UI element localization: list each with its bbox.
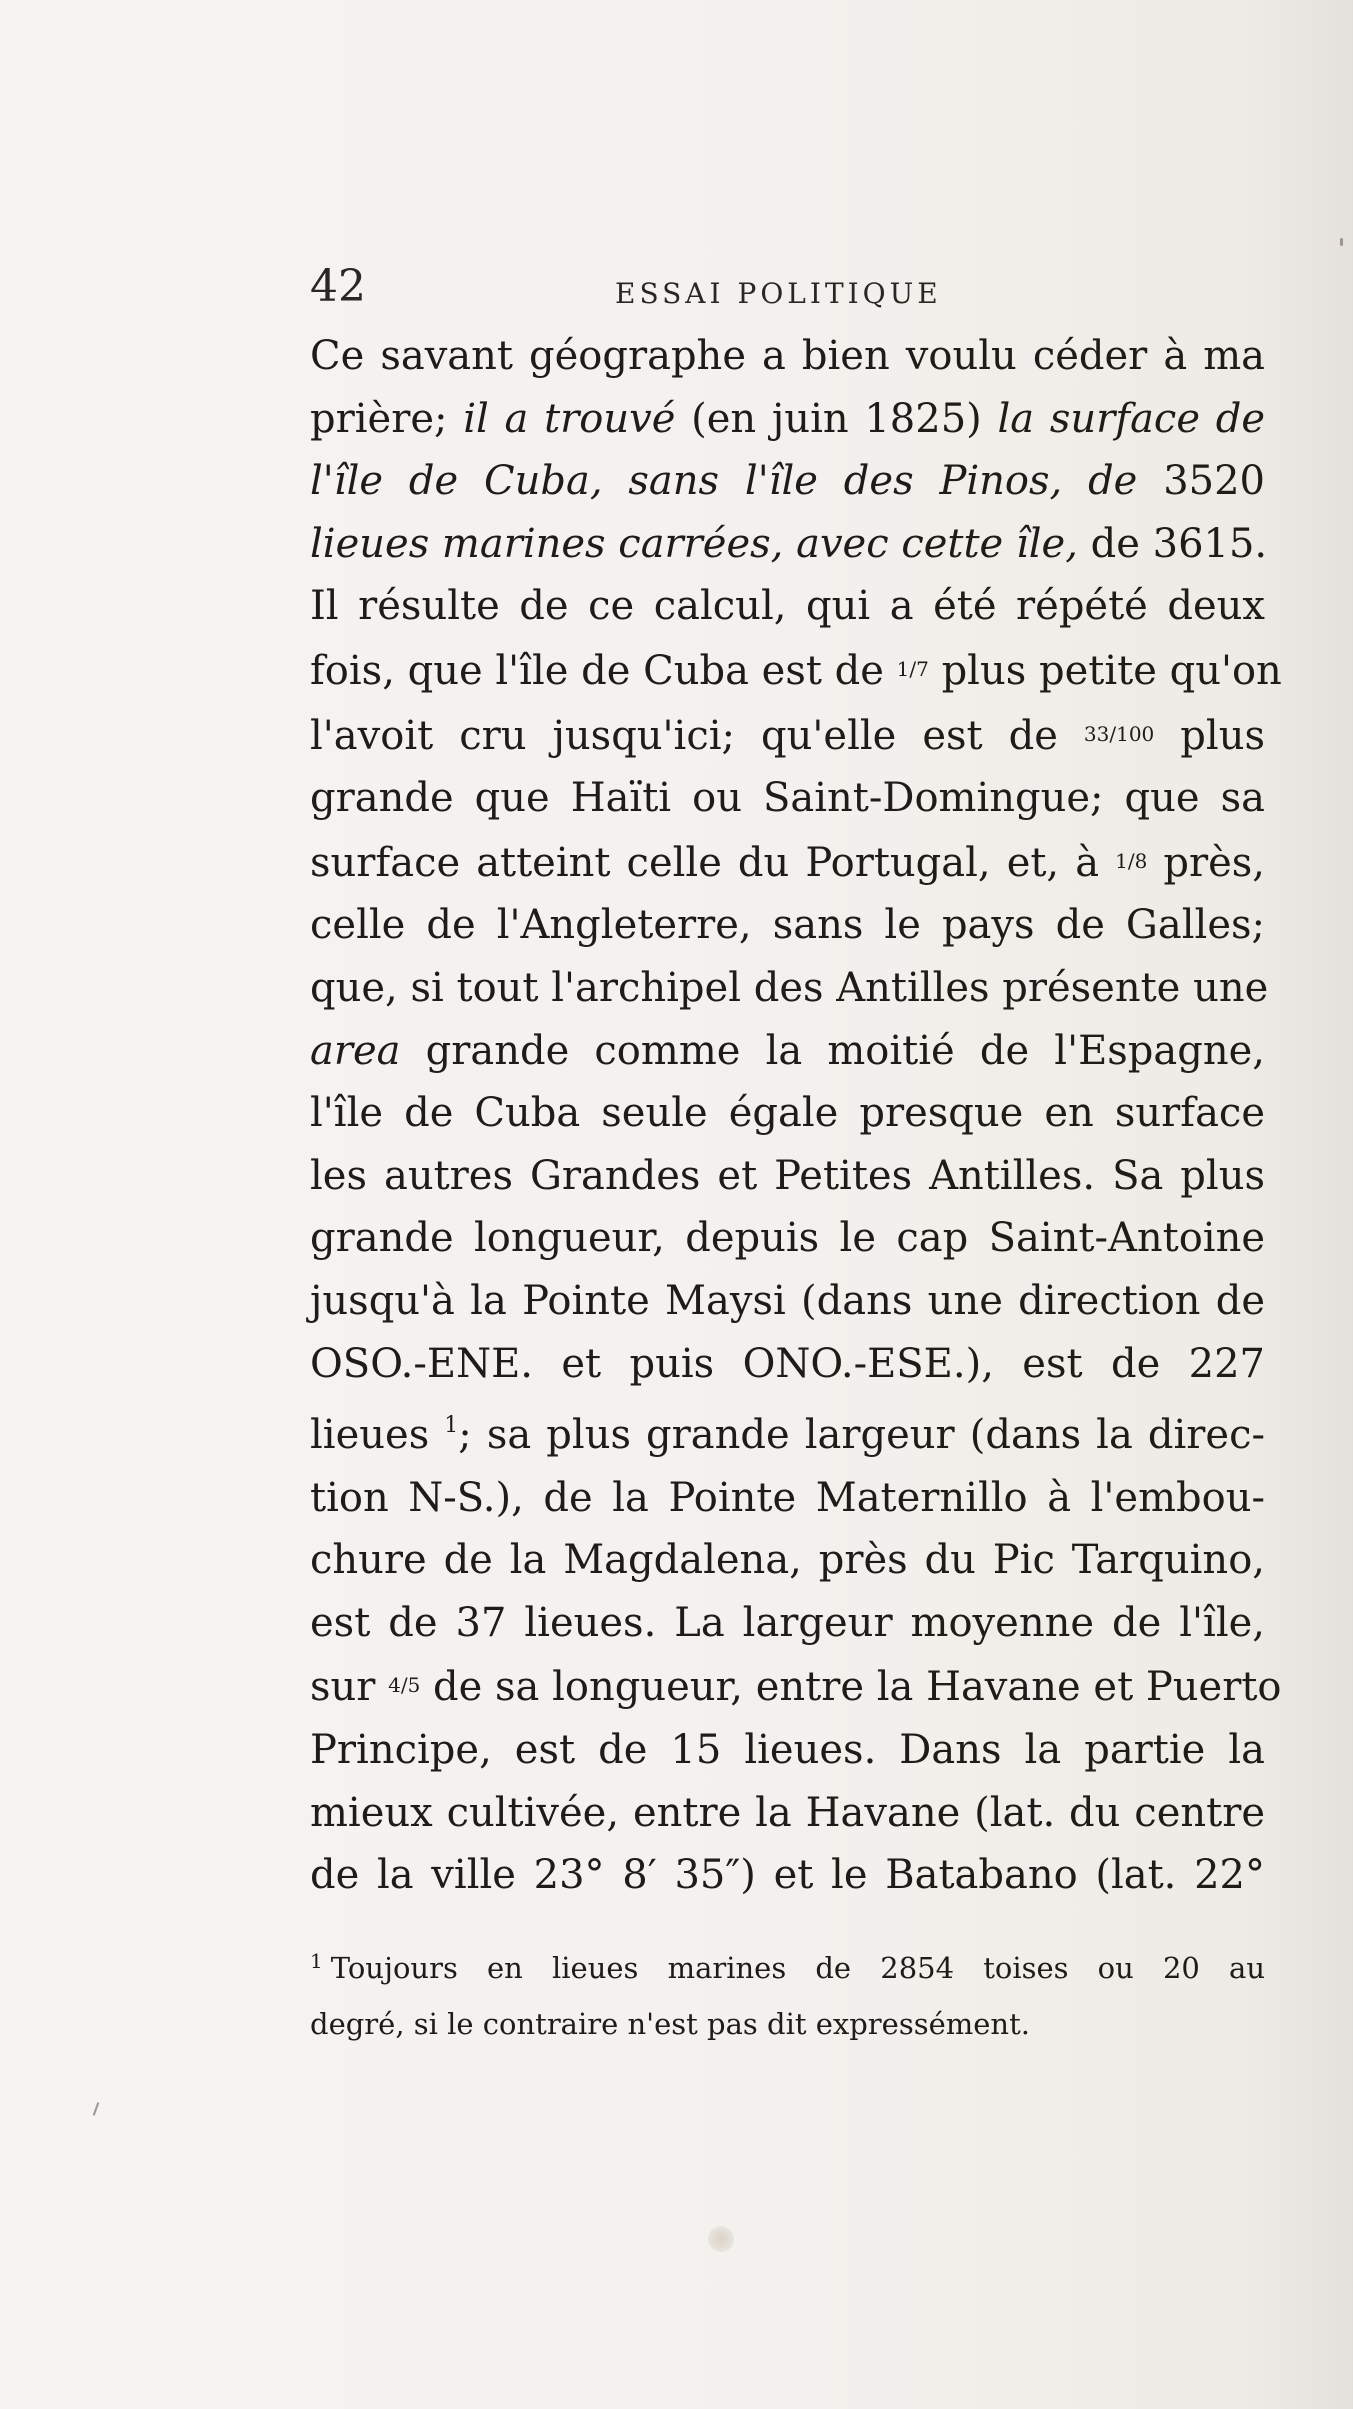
text-line: OSO.-ENE. et puis ONO.-ESE.), est de 227 [310, 1340, 1265, 1387]
text-line: Ce savant géographe a bien voulu céder à ma [310, 333, 1265, 379]
fraction: 33/100 [1083, 721, 1155, 746]
footnote [310, 1933, 1265, 2052]
text-line: celle de l'Angleterre, sans le pays de Galles; [310, 902, 1265, 949]
text-line: lieues marines carrées, avec cette île, de 3615. [310, 520, 1268, 567]
paper-speck [93, 2102, 100, 2116]
text-line: l'avoit cru jusqu'ici; qu'elle est de $^{33/100}$ plus [310, 712, 1265, 759]
footnote-marker: 1 [310, 1948, 323, 1973]
paper-speck [1340, 238, 1343, 246]
text-line: lieues $^1$; sa plus grande largeur (dans la direc- [310, 1412, 1265, 1459]
footnote-line: degré, si le contraire n'est pas dit expressément. [310, 2006, 1030, 2041]
text-line: sur $^{4/5}$ de sa longueur, entre la Havane et Puerto [310, 1664, 1282, 1711]
body-paragraph [310, 325, 1282, 1907]
text-line: de la ville 23° 8′ 35″) et le Batabano (lat. 22° [310, 1852, 1265, 1899]
page-number: 42 [310, 261, 366, 312]
footnote-line: $^1$ Toujours en lieues marines de 2854 toises ou 20 au [310, 1948, 1265, 1985]
fraction: 1/7 [896, 656, 929, 681]
paper-blemish [708, 2226, 734, 2252]
text-line: est de 37 lieues. La largeur moyenne de l'île, [310, 1599, 1265, 1646]
text-line: Principe, est de 15 lieues. Dans la partie la [310, 1727, 1265, 1774]
text-line: area grande comme la moitié de l'Espagne, [310, 1027, 1265, 1074]
text-line: Il résulte de ce calcul, qui a été répété deux [310, 583, 1265, 630]
text-line: fois, que l'île de Cuba est de $^{1/7}$ plus petite qu'on [310, 647, 1282, 694]
text-line: l'île de Cuba seule égale presque en surface [310, 1090, 1265, 1137]
fraction: 1/8 [1115, 848, 1148, 873]
book-page [310, 261, 1282, 2052]
text-line: jusqu'à la Pointe Maysi (dans une direction de [310, 1277, 1265, 1324]
text-line: surface atteint celle du Portugal, et, à $^{1/8}$ près, [310, 839, 1265, 886]
text-line: l'île de Cuba, sans l'île des Pinos, de 3520 [310, 458, 1265, 505]
text-line: les autres Grandes et Petites Antilles. Sa plus [310, 1152, 1265, 1199]
running-title: ESSAI POLITIQUE [615, 277, 942, 310]
text-line: grande longueur, depuis le cap Saint-Antoine [310, 1215, 1265, 1262]
text-line: tion N-S.), de la Pointe Maternillo à l'embou- [310, 1474, 1265, 1521]
running-head [310, 261, 1265, 325]
fraction: 4/5 [388, 1673, 421, 1698]
text-line: mieux cultivée, entre la Havane (lat. du centre [310, 1789, 1265, 1836]
text-line: que, si tout l'archipel des Antilles présente une [310, 964, 1269, 1011]
footnote-reference: 1 [444, 1413, 459, 1439]
text-line: grande que Haïti ou Saint-Domingue; que sa [310, 775, 1265, 822]
text-line: prière; il a trouvé (en juin 1825) la surface de [310, 395, 1265, 442]
text-line: chure de la Magdalena, près du Pic Tarquino, [310, 1537, 1265, 1584]
